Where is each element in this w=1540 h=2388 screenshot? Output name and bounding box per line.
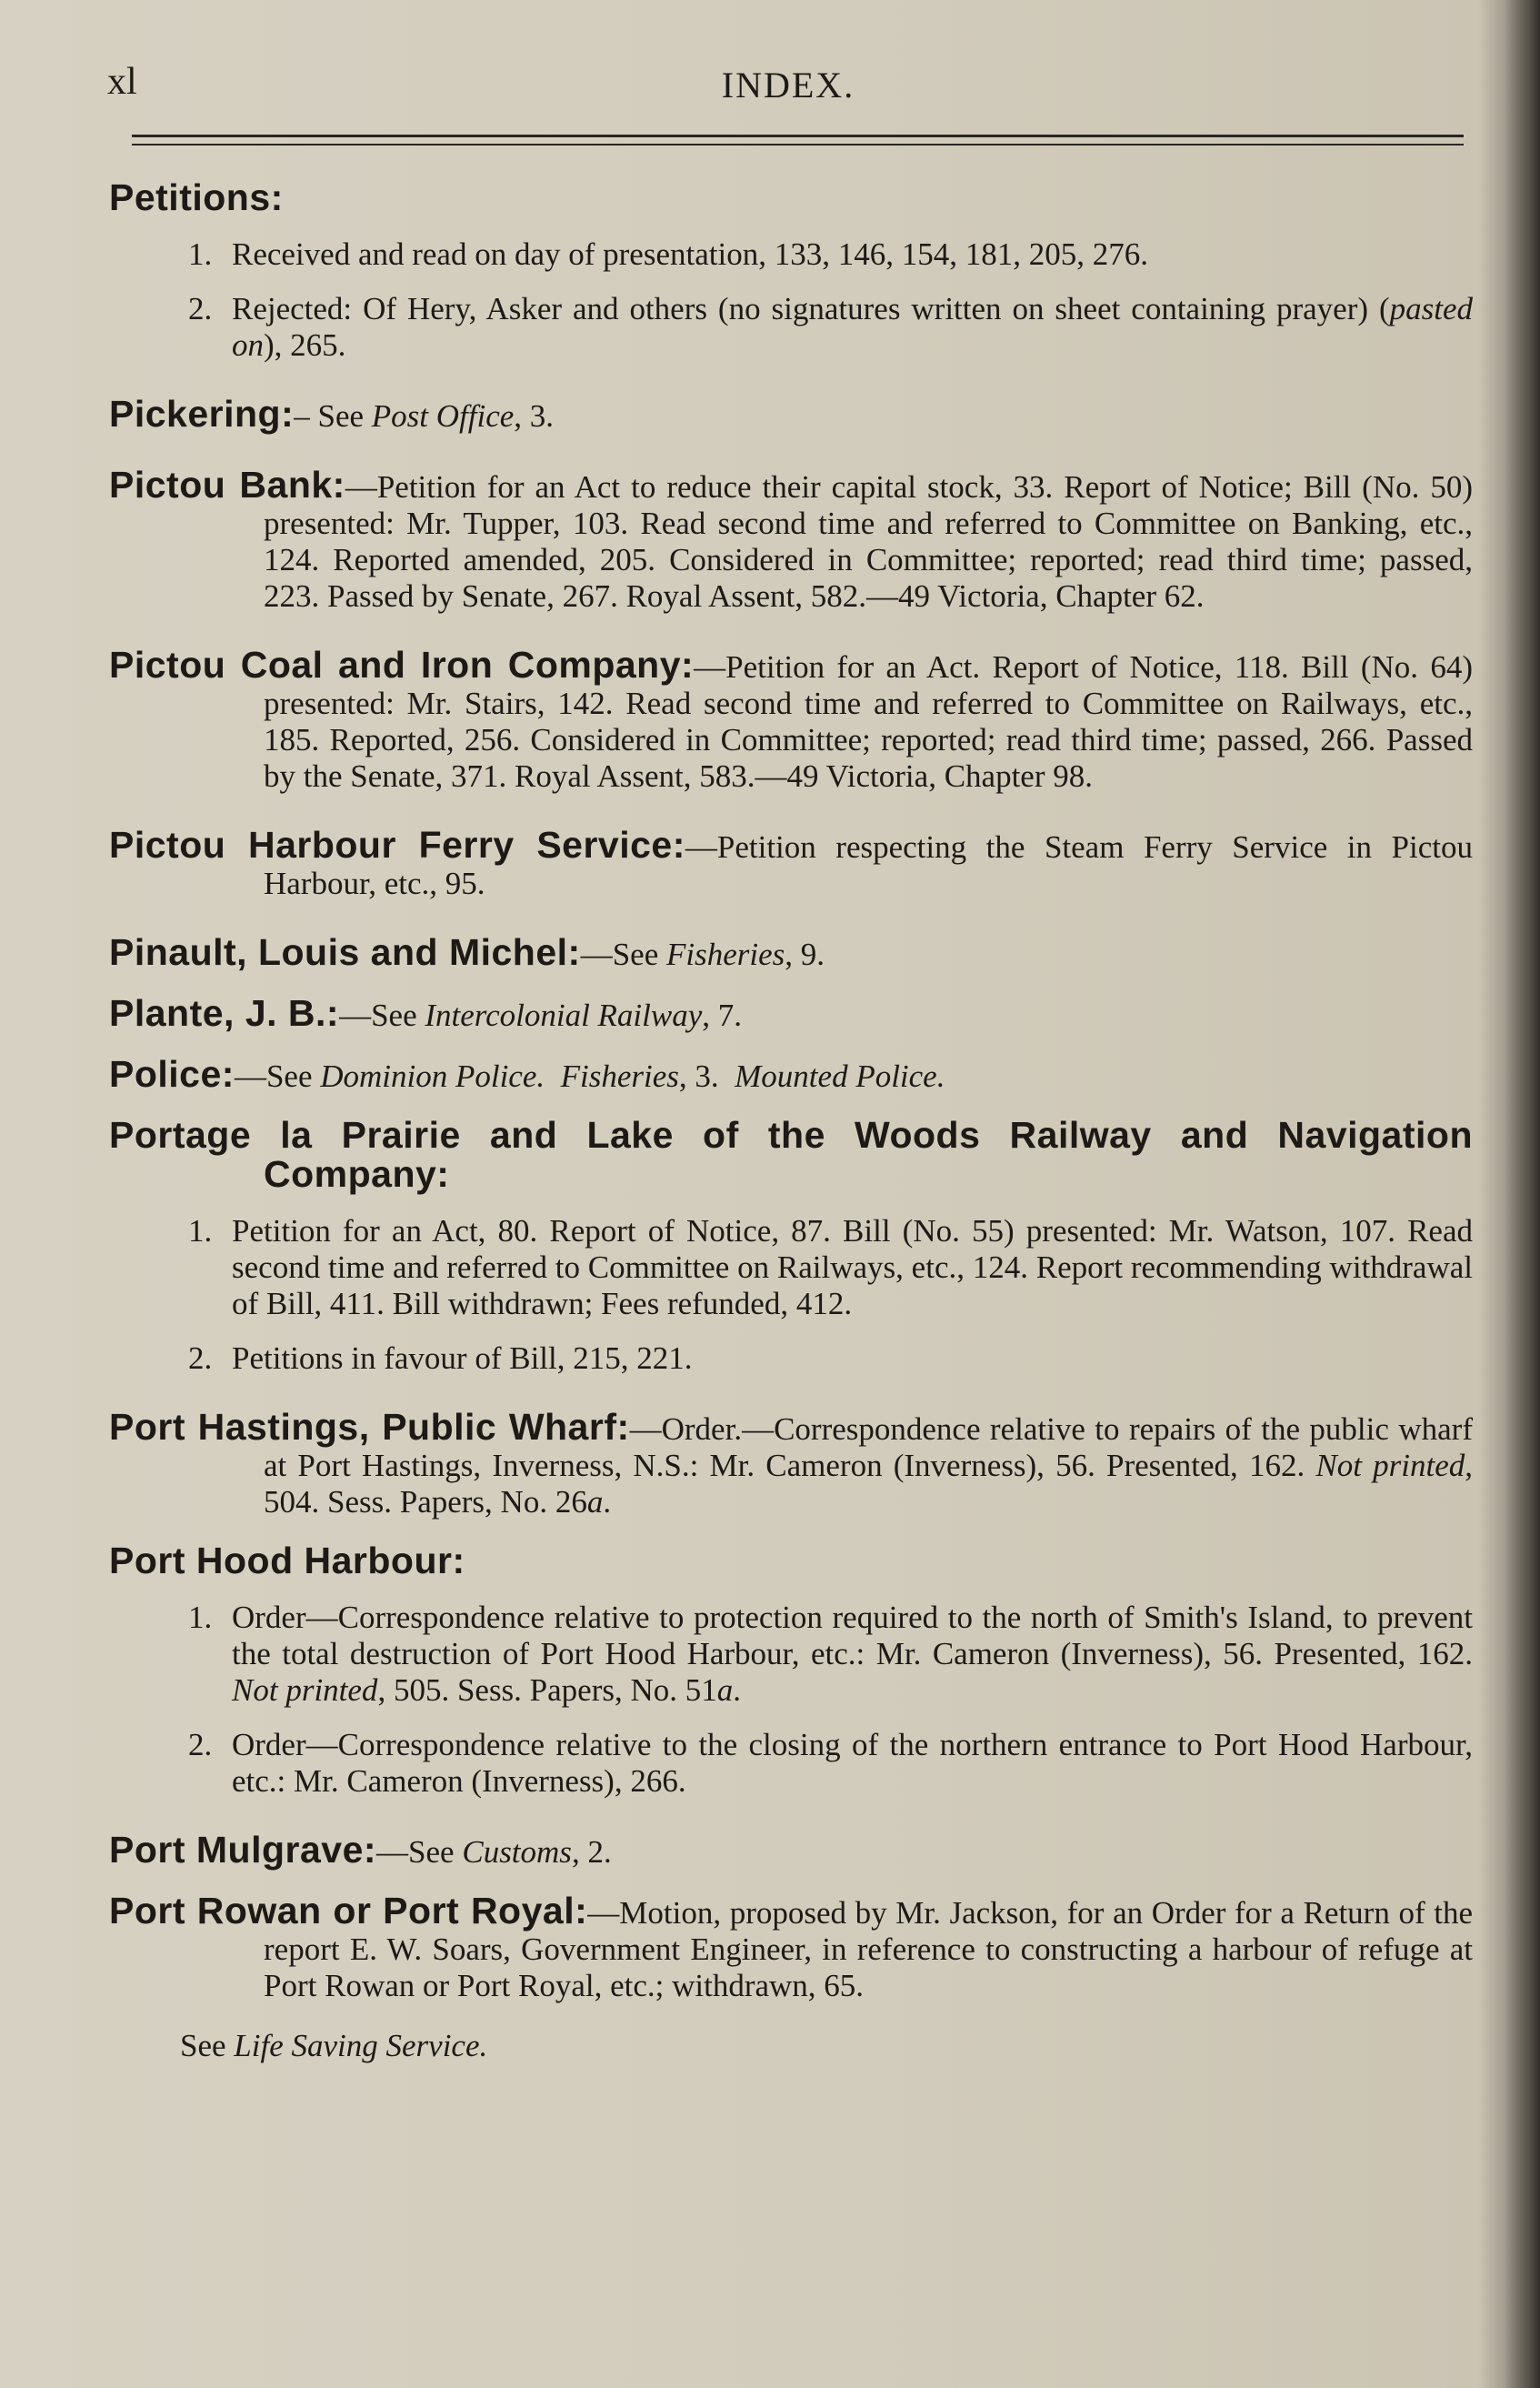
item-text: Order—Correspondence relative to the closing of the northern entrance to Port Hood Harbour, etc.: Mr. Cameron (Inverness), 266. [232,1727,1473,1799]
entry-port-hastings [109,1406,1473,1520]
index-content [109,168,1473,2064]
item-text-mid: , 505. Sess. Papers, No. 51 [377,1672,717,1708]
item-text: Petition for an Act, 80. Report of Notice, 87. Bill (No. 55) presented: Mr. Watson, 107. Read second time and referred to Committee on Railways, etc., 124. Report recommending withdrawal of Bill, 411. Bill withdrawn; Fees refunded, 412. [232,1213,1473,1321]
header-rule-thin [132,144,1464,145]
entry-italic-2: a [586,1484,604,1520]
entry-text: —See [234,1059,321,1094]
entry-text-end: , 7. [702,998,743,1033]
entry-italic-3: Mounted Police. [735,1059,945,1094]
entry-italic: Customs [462,1834,572,1870]
entry-text: —Motion, proposed by Mr. Jackson, for an Order for a Return of the report E. W. Soars, Government Engineer, in reference to constructing a harbour of refuge at Port Rowan or Port Royal, etc.; withdrawn, 65. [264,1895,1473,2003]
entry-port-rowan [109,1892,1473,2064]
item-italic: Not printed [232,1672,378,1708]
item-italic: pasted on [232,291,1473,363]
see-also [109,2028,1473,2064]
entry-text: —See [376,1834,463,1870]
binding-shadow [1504,0,1540,2388]
entry-petitions [109,176,1473,364]
entry-text-end: , 2. [571,1834,612,1870]
entry-text-mid: , 3. [678,1059,727,1094]
entry-text-end: , 3. [514,398,555,434]
entry-heading: Port Hood Harbour: [109,1540,465,1581]
entry-heading: Petitions: [109,176,284,218]
item-number: 2. [188,291,213,326]
entry-italic: Post Office [371,398,515,434]
entry-italic: Not printed [1315,1448,1465,1483]
item-text-end: . [733,1672,742,1708]
entry-text: —Order.—Correspondence relative to repairs of the public wharf at Port Hastings, Inverness, N.S.: Mr. Cameron (Inverness), 56. Presented, 162. [264,1411,1473,1483]
entry-text-mid: , 504. Sess. Papers, No. 26 [264,1448,1473,1520]
entry-text-end: , 9. [785,937,825,972]
entry-text: —Petition for an Act to reduce their capital stock, 33. Report of Notice; Bill (No. 50) presented: Mr. Tupper, 103. Read second time and referred to Committee on Banking, etc., 124. Reported amended, 205. Considered in Committee; reported; read third time; passed, 223. Passed by Senate, 267. Royal Assent, 582.—49 Victoria, Chapter 62. [264,469,1473,614]
entry-heading: Pictou Harbour Ferry Service: [109,824,685,866]
entry-text-end: . [603,1484,612,1520]
entry-italic: Intercolonial Railway [425,998,703,1033]
item-text: Rejected: Of Hery, Asker and others (no signatures written on sheet containing prayer) ( [232,291,1390,326]
entry-pictou-ferry [109,824,1473,902]
item-number: 1. [188,236,213,272]
list-item [109,1213,1473,1322]
list-item [109,1727,1473,1800]
page-folio: xl [107,61,137,103]
entry-text: —See [339,998,425,1033]
entry-heading: Port Rowan or Port Royal: [109,1890,588,1931]
item-number: 1. [188,1213,213,1249]
entry-police [109,1053,1473,1095]
item-text-end: ), 265. [264,327,346,363]
entry-heading: Pictou Bank: [109,464,345,506]
entry-heading: Port Hastings, Public Wharf: [109,1406,630,1448]
list-item [109,1600,1473,1709]
entry-pictou-coal [109,644,1473,795]
item-number: 1. [188,1600,213,1635]
entry-heading: Port Mulgrave: [109,1829,377,1871]
entry-pinault [109,931,1473,973]
list-item [109,236,1473,273]
entry-italic: Dominion Police. [320,1059,545,1094]
entry-heading: Portage la Prairie and Lake of the Woods Railway and Navigation Company: [109,1114,1473,1195]
entry-italic-2: Fisheries [560,1059,679,1094]
entry-heading: Police: [109,1053,235,1095]
list-item [109,1340,1473,1377]
item-number: 2. [188,1727,213,1762]
entry-plante [109,992,1473,1034]
entry-text: —Petition respecting the Steam Ferry Service in Pictou Harbour, etc., 95. [264,829,1473,901]
entry-heading: Plante, J. B.: [109,992,340,1034]
entry-text: – See [294,398,372,434]
page-header: INDEX. [721,65,855,105]
item-text: Received and read on day of presentation, 133, 146, 154, 181, 205, 276. [232,236,1148,272]
entry-pictou-bank [109,464,1473,615]
entry-portage [109,1114,1473,1377]
header-rule [132,135,1464,137]
item-text: Petitions in favour of Bill, 215, 221. [232,1340,693,1376]
item-text: Order—Correspondence relative to protection required to the north of Smith's Island, to prevent the total destruction of Port Hood Harbour, etc.: Mr. Cameron (Inverness), 56. Presented, 162. [232,1600,1473,1671]
list-item [109,291,1473,364]
entry-port-mulgrave [109,1831,1473,1871]
entry-heading: Pictou Coal and Iron Company: [109,644,695,686]
entry-heading: Pickering: [109,393,295,435]
entry-pickering [109,393,1473,435]
see-label: See [180,2028,235,2063]
entry-text: —Petition for an Act. Report of Notice, 118. Bill (No. 64) presented: Mr. Stairs, 142. Read second time and referred to Committee on Railways, etc., 185. Reported, 256. Considered in Committee; reported; read third time; passed, 266. Passed by the Senate, 371. Royal Assent, 583.—49 Victoria, Chapter 98. [264,649,1473,794]
entry-port-hood [109,1542,1473,1800]
see-italic: Life Saving Service. [234,2028,488,2063]
entry-text: —See [580,937,666,972]
entry-italic: Fisheries [666,937,785,972]
entry-heading: Pinault, Louis and Michel: [109,931,581,973]
item-italic-2: a [716,1672,734,1708]
item-number: 2. [188,1340,213,1376]
